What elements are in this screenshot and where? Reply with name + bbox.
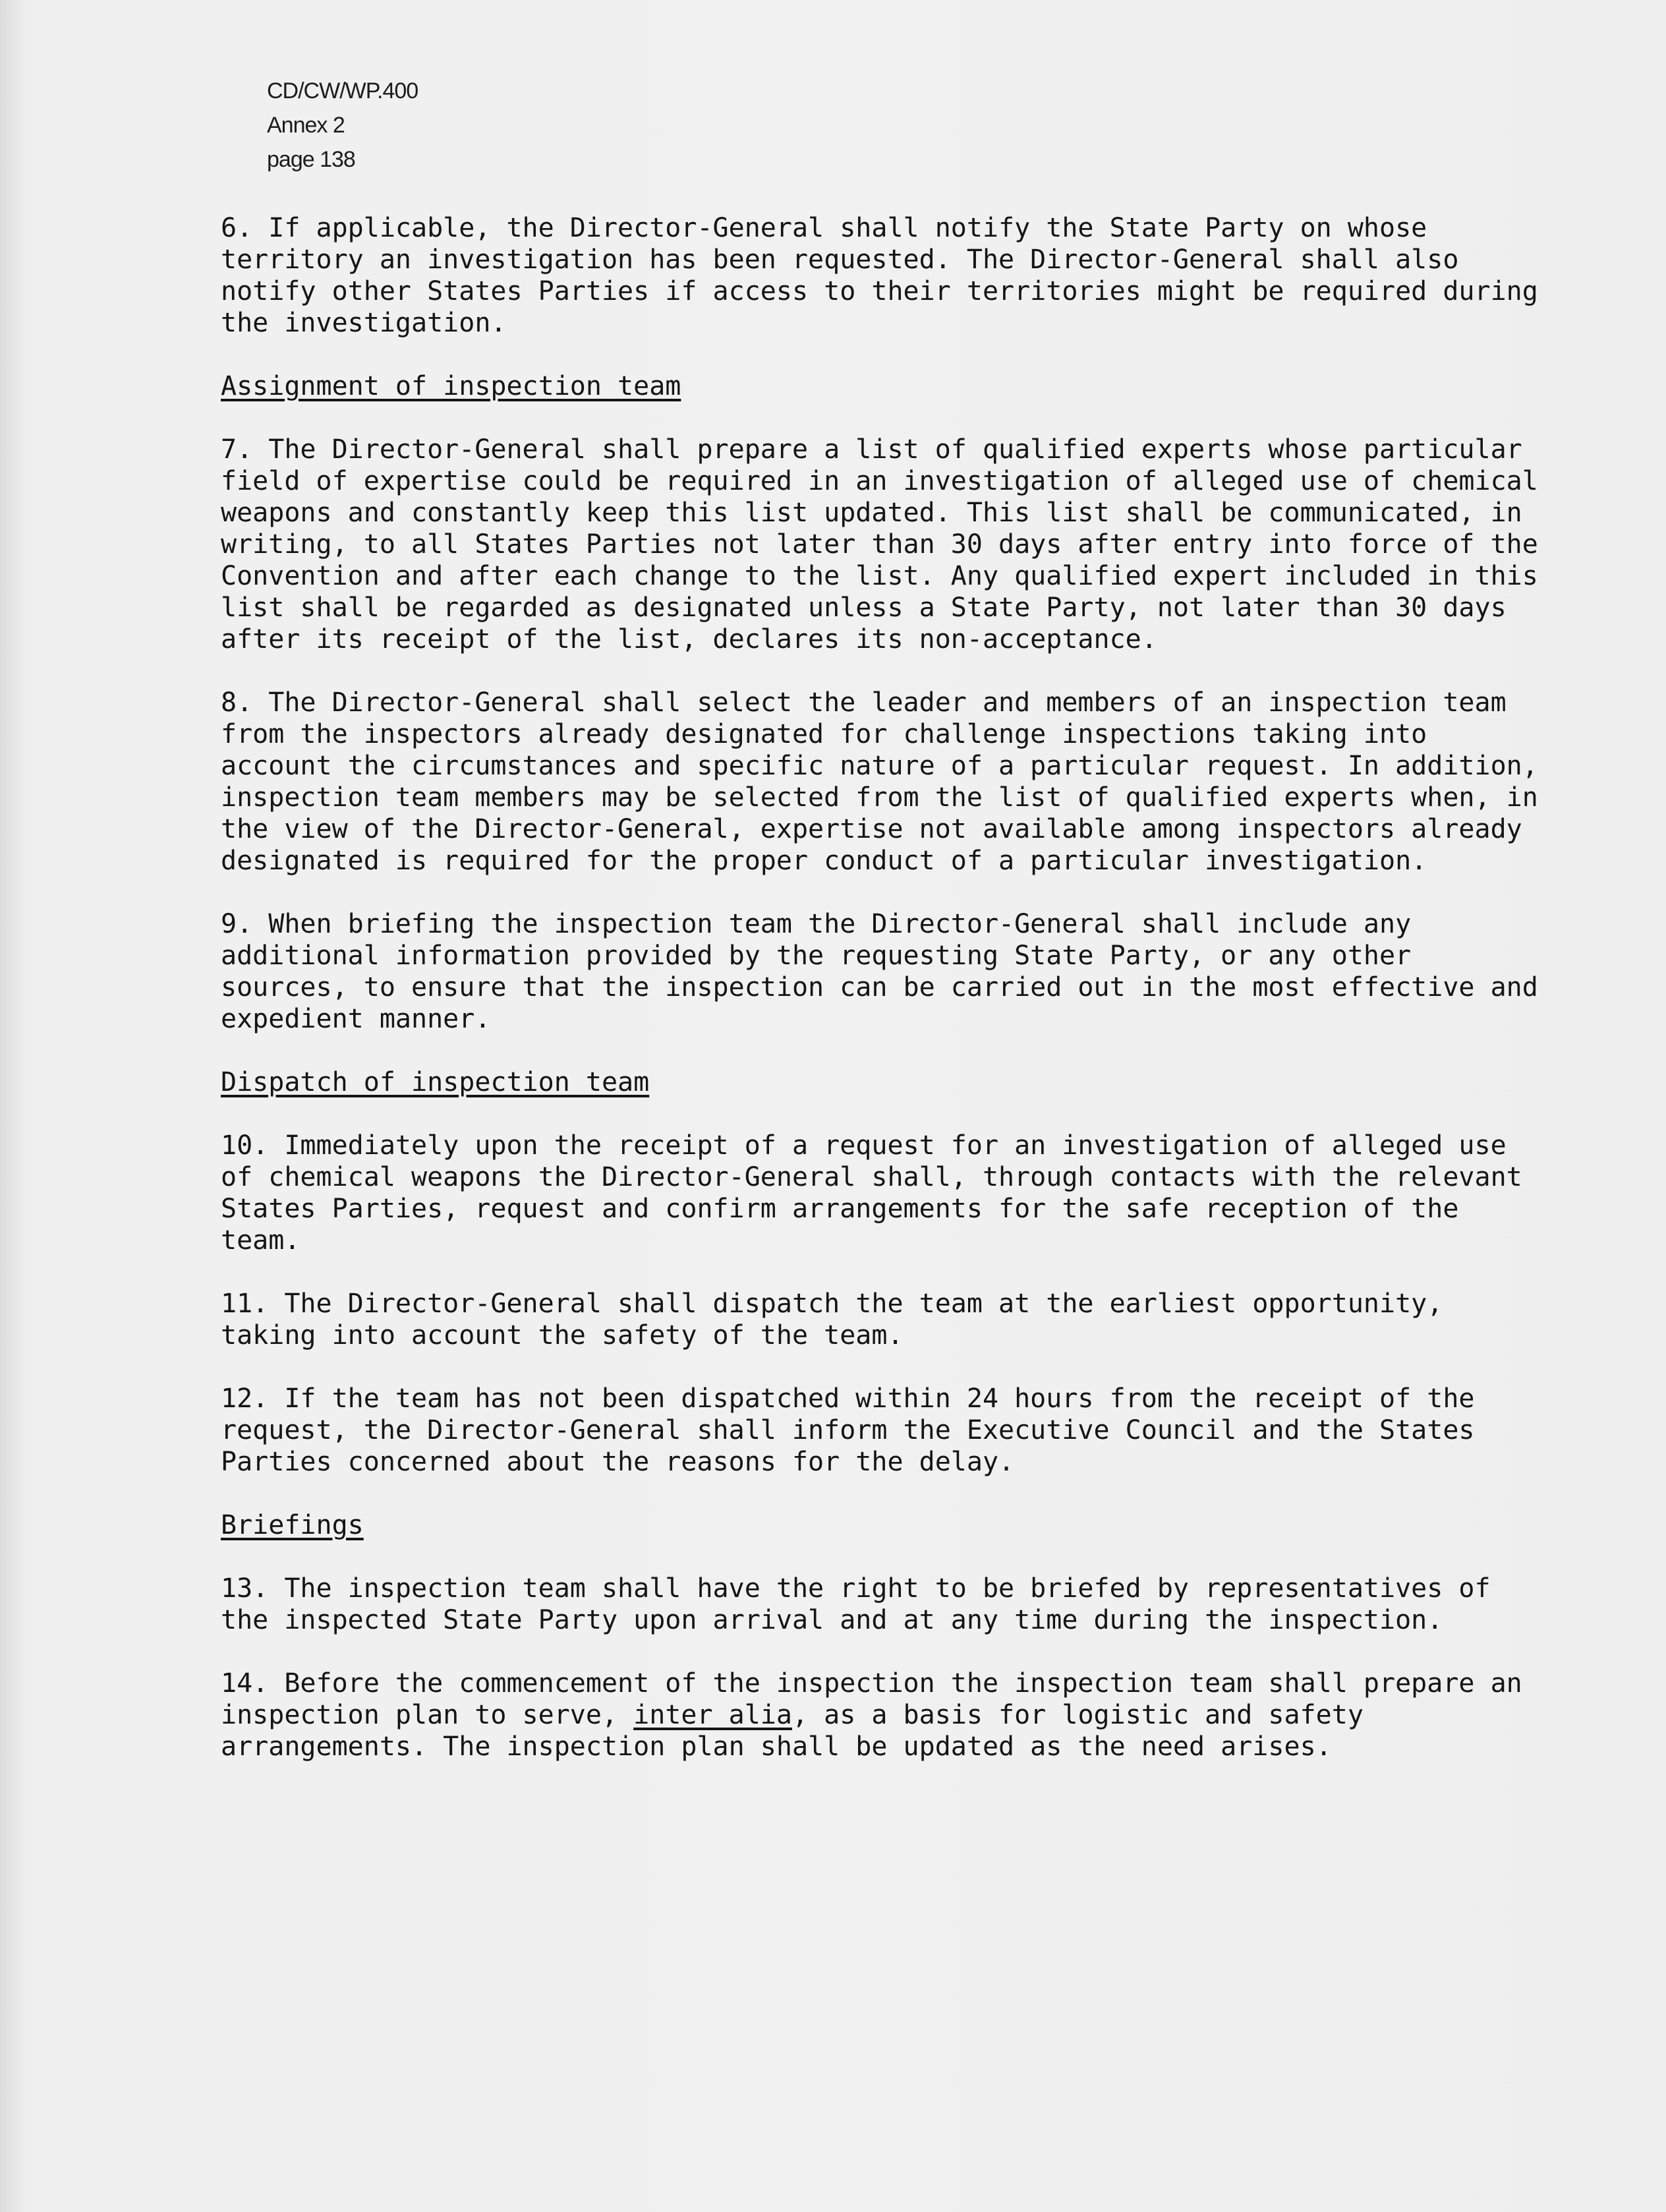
paragraph-6: 6. If applicable, the Director-General shall notify the State Party on whose territory an investigation has been requested. The Director-General shall also notify other States Parties if access to their territories might be required during the investigation. [221,213,1538,338]
heading-assignment: Assignment of inspection team [221,371,681,401]
paragraph-14-end: , as a basis for logistic and safety arrangements. The inspection plan shall be updated as the need arises. [221,1700,1364,1762]
annex-label: Annex 2 [267,113,345,138]
paragraph-10: 10. Immediately upon the receipt of a request for an investigation of alleged use of chemical weapons the Director-General shall, through contacts with the relevant States Parties, request and confirm arrangements for the safe reception of the team. [221,1130,1522,1256]
paragraph-7: 7. The Director-General shall prepare a list of qualified experts whose particular field of expertise could be required in an investigation of alleged use of chemical weapons and constantly keep this list updated. This list shall be communicated, in writing, to all States Parties not later than 30 days after entry into force of the Convention and after each change to the list. Any qualified expert included in this list shall be regarded as designated unless a State Party, not later than 30 days after its receipt of the list, declares its non-acceptance. [221,434,1538,655]
heading-dispatch: Dispatch of inspection team [221,1067,650,1097]
paragraph-11: 11. The Director-General shall dispatch the team at the earliest opportunity, taking into account the safety of the team. [221,1289,1443,1351]
paragraph-9: 9. When briefing the inspection team the Director-General shall include any additional information provided by the requesting State Party, or any other sources, to ensure that the inspection can be carried out in the most effective and expedient manner. [221,909,1538,1034]
document-header [267,74,418,177]
page-number: page 138 [267,147,355,172]
heading-briefings: Briefings [221,1510,364,1540]
paragraph-14-start: 14. Before the commencement of the inspection the inspection team shall prepare an inspection plan to serve, [221,1668,1522,1730]
paragraph-14-latin-term: inter alia [633,1700,792,1730]
paragraph-8: 8. The Director-General shall select the leader and members of an inspection team from the inspectors already designated for challenge inspections taking into account the circumstances and specific nature of a particular request. In addition, inspection team members may be selected from the list of qualified experts when, in the view of the Director-General, expertise not available among inspectors already designated is required for the proper conduct of a particular investigation. [221,687,1538,876]
paragraph-12: 12. If the team has not been dispatched within 24 hours from the receipt of the request, the Director-General shall inform the Executive Council and the States Parties concerned about the reasons for the delay. [221,1383,1475,1477]
document-body [221,212,1552,1794]
paragraph-13: 13. The inspection team shall have the right to be briefed by representatives of the inspected State Party upon arrival and at any time during the inspection. [221,1573,1491,1635]
document-symbol: CD/CW/WP.400 [267,78,418,103]
paragraph-14 [221,1668,1552,1762]
